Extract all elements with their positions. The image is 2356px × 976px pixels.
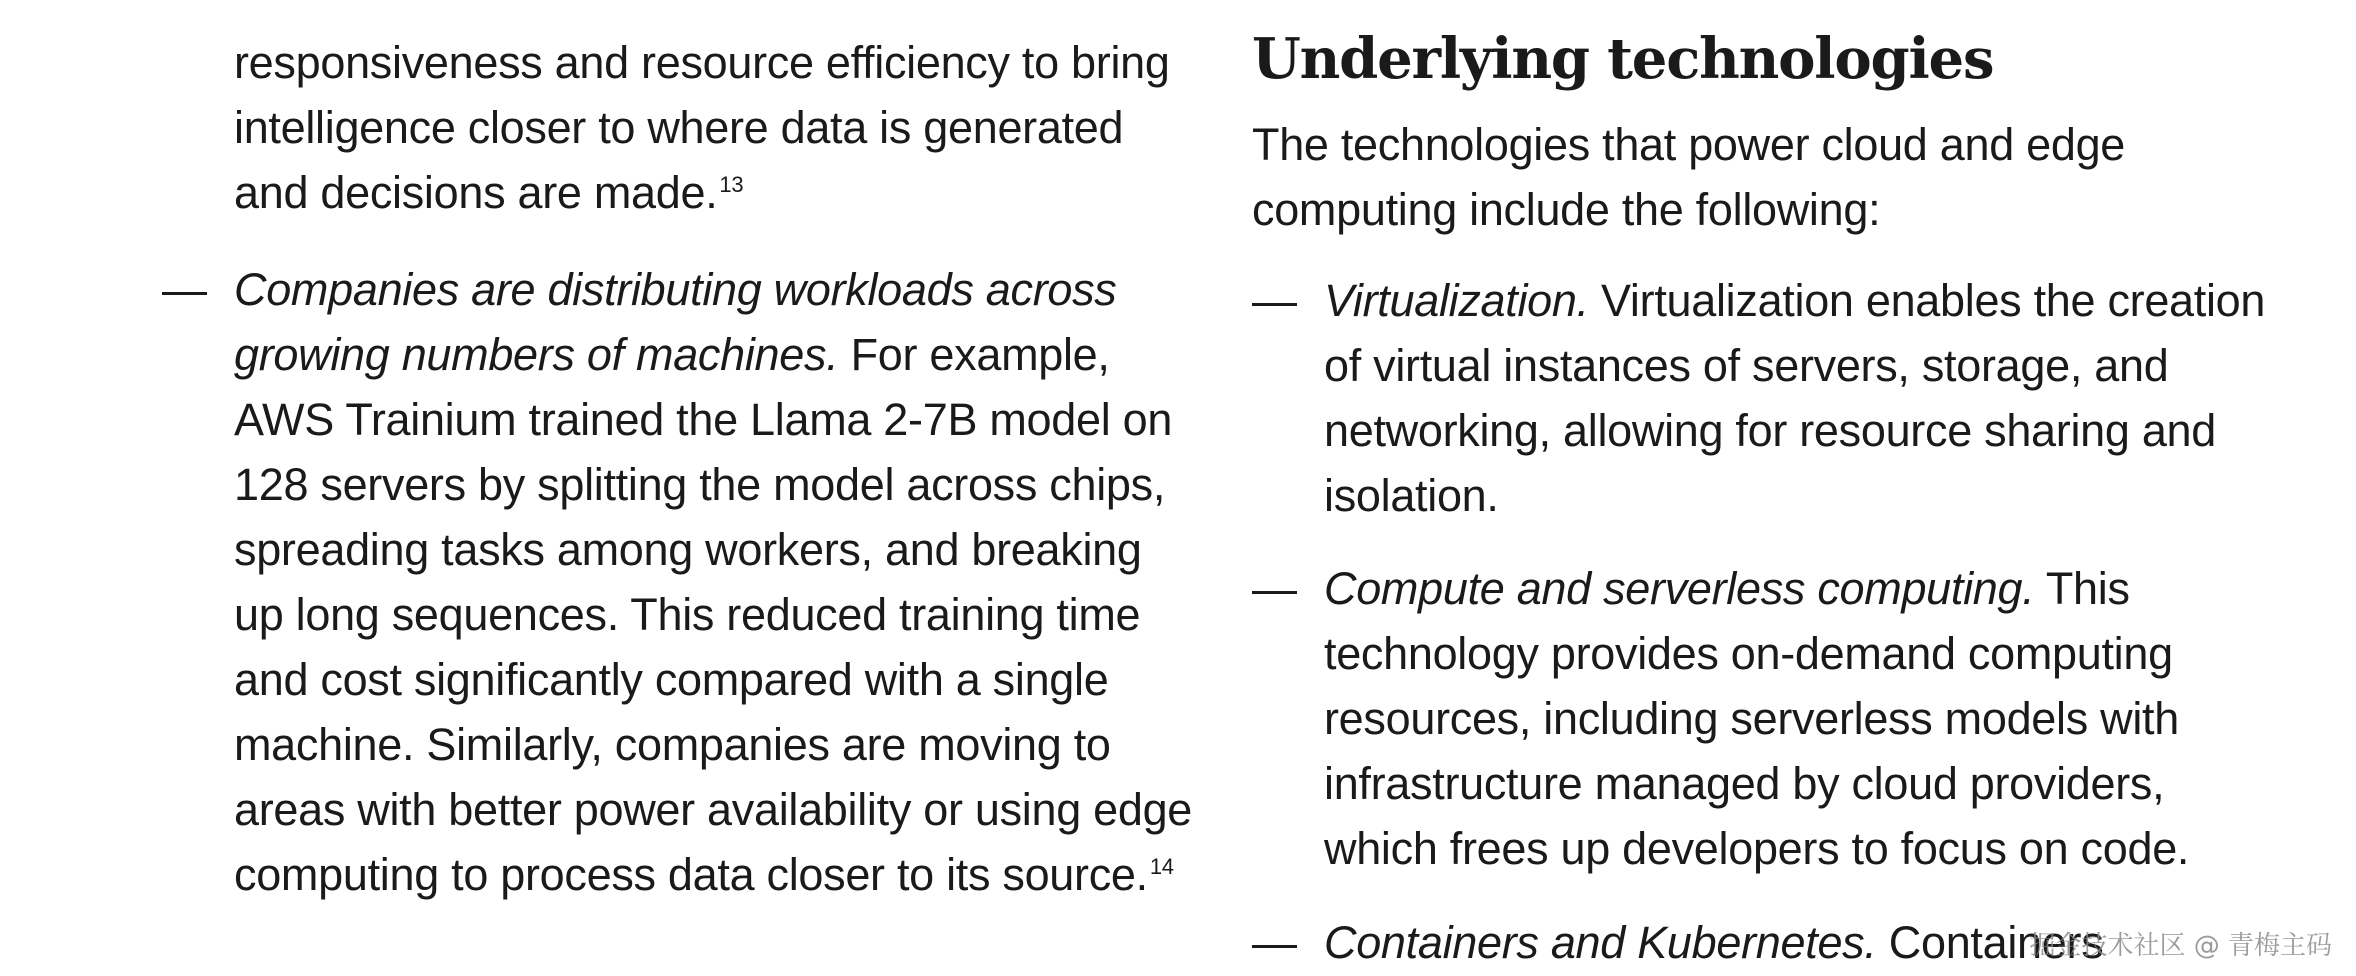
continuation-text: responsiveness and resource efficiency to bring intelligence closer to where data is generated and decisions are made.	[234, 37, 1170, 218]
dash-bullet: —	[1252, 563, 1297, 614]
dash-bullet: —	[1252, 275, 1297, 326]
bullet-lead: Companies are distributing workloads across growing numbers of machines.	[234, 264, 1117, 380]
bullet-body: This technology provides on-demand computing resources, including serverless models with infrastructure managed by cloud providers, which frees up developers to focus on code.	[1324, 563, 2190, 874]
watermark: 掘金技术社区 @ 青梅主码	[2029, 931, 2332, 961]
bullet-distributing-workloads	[162, 257, 1264, 907]
footnote-14: 14	[1149, 854, 1174, 879]
bullet-paragraph	[234, 257, 1194, 907]
bullet-lead: Containers and Kubernetes.	[1324, 917, 1877, 968]
bullet-body: Containers	[1888, 917, 2104, 968]
bullet-compute-serverless	[1252, 556, 2284, 881]
continuation-paragraph	[234, 30, 1194, 225]
footnote-13: 13	[719, 172, 744, 197]
bullet-lead: Compute and serverless computing.	[1324, 563, 2035, 614]
section-heading: Underlying technologies	[1252, 26, 1994, 92]
dash-bullet: —	[1252, 917, 1297, 968]
dash-bullet: —	[162, 264, 207, 315]
bullet-lead: Virtualization.	[1324, 275, 1589, 326]
bullet-virtualization	[1252, 268, 2314, 528]
bullet-paragraph	[1324, 556, 2284, 881]
bullet-body: For example, AWS Trainium trained the Llama 2-7B model on 128 servers by splitting the model across chips, spreading tasks among workers, and breaking up long sequences. This reduced training time and cost significantly compared with a single machine. Similarly, companies are moving to areas with better power availability or using edge computing to process data closer to its source.	[234, 329, 1193, 900]
intro-paragraph: The technologies that power cloud and edge computing include the following:	[1252, 119, 2126, 235]
bullet-body: Virtualization enables the creation of virtual instances of servers, storage, and networking, allowing for resource sharing and isolation.	[1324, 275, 2266, 521]
bullet-paragraph	[1324, 268, 2314, 528]
